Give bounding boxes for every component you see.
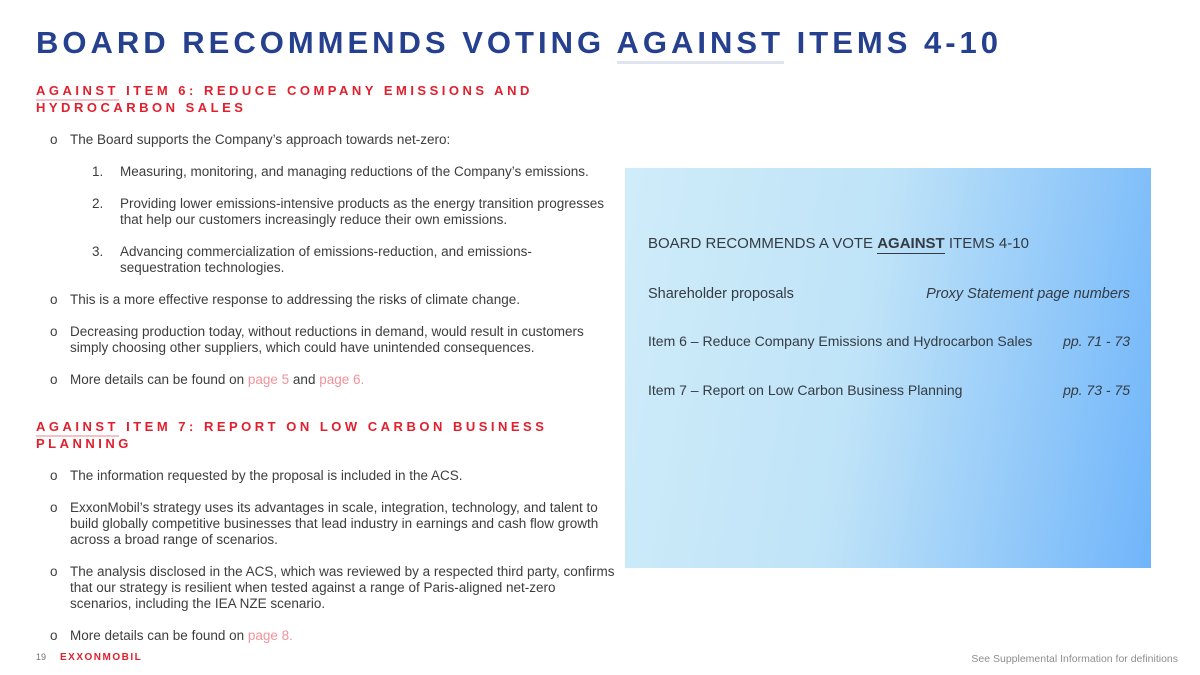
page-title <box>36 25 1003 60</box>
panel-row-item6 <box>648 333 1130 349</box>
bullet-text: The analysis disclosed in the ACS, which was reviewed by a respected third party, confirms that our strategy is resilient when tested against a range of Paris-aligned net-zero scenarios, including the IEA NZE scenario. <box>70 564 615 611</box>
numbered-item-3 <box>36 244 616 276</box>
bullet-marker: o <box>50 564 58 579</box>
panel-heading <box>648 234 1130 253</box>
page-5-link[interactable]: page 5 <box>247 372 290 387</box>
heading7-rest: ITEM 7: REPORT ON LOW CARBON BUSINESS PLANNING <box>36 419 548 451</box>
title-against-underlined: AGAINST <box>617 25 785 64</box>
number-label: 3. <box>92 244 104 259</box>
bullet-item7-2 <box>36 500 616 548</box>
bullet-item7-1 <box>36 468 616 484</box>
exxonmobil-logo: EXXONMOBIL <box>60 652 143 663</box>
bullet-marker: o <box>50 500 58 515</box>
panel-column-headers <box>648 286 1130 302</box>
heading7-against: AGAINST <box>36 419 119 437</box>
numbered-text: Providing lower emissions-intensive products as the energy transition progresses that help our customers increasingly reduce their own emissions. <box>120 196 604 227</box>
panel-row-item7 <box>648 382 1130 398</box>
numbered-item-2 <box>36 196 616 228</box>
bullet-text: Decreasing production today, without reductions in demand, would result in customers simply choosing other suppliers, which could have unintended consequences. <box>70 324 584 355</box>
heading6-against: AGAINST <box>36 83 119 101</box>
slide-page-number: 19 <box>36 652 47 662</box>
more-details-suffix: . <box>360 372 365 387</box>
bullet-item6-1 <box>36 132 616 148</box>
bullet-text: This is a more effective response to addressing the risks of climate change. <box>70 292 520 307</box>
bullet-marker: o <box>50 628 58 643</box>
bullet-item6-2 <box>36 292 616 308</box>
bullet-marker: o <box>50 372 58 387</box>
panel-heading-against: AGAINST <box>877 235 945 252</box>
more-details-mid: and <box>289 372 320 387</box>
bullet-text <box>70 628 615 644</box>
number-label: 1. <box>92 164 104 179</box>
page-8-link[interactable]: page 8 <box>247 628 290 643</box>
more-details-prefix: More details can be found on <box>70 372 248 387</box>
heading6-rest: ITEM 6: REDUCE COMPANY EMISSIONS AND HYDROCARBON SALES <box>36 83 533 115</box>
bullet-item6-3 <box>36 324 616 356</box>
item6-row-label: Item 6 – Reduce Company Emissions and Hydrocarbon Sales <box>648 333 1033 349</box>
number-label: 2. <box>92 196 104 211</box>
bullet-marker: o <box>50 468 58 483</box>
heading-against-item-6 <box>36 82 596 116</box>
title-pre: BOARD RECOMMENDS VOTING <box>36 25 617 60</box>
numbered-text: Advancing commercialization of emissions-reduction, and emissions-sequestration technologies. <box>120 244 532 275</box>
heading-against-item-7 <box>36 418 596 452</box>
bullet-text <box>70 372 615 388</box>
proxy-page-numbers-label: Proxy Statement page numbers <box>926 286 1130 302</box>
bullet-marker: o <box>50 292 58 307</box>
numbered-item-1 <box>36 164 616 180</box>
panel-heading-pre: BOARD RECOMMENDS A VOTE <box>648 235 878 252</box>
panel-heading-post: ITEMS 4-10 <box>944 235 1029 252</box>
bullet-text: ExxonMobil’s strategy uses its advantages in scale, integration, technology, and talent to build globally competitive businesses that lead industry in earnings and cash flow growth across a broad range of scenarios. <box>70 500 599 547</box>
recommendation-panel <box>625 168 1151 568</box>
footer-left <box>36 652 142 663</box>
bullet-text: The information requested by the proposal is included in the ACS. <box>70 468 463 483</box>
bullet-marker: o <box>50 132 58 147</box>
item7-row-label: Item 7 – Report on Low Carbon Business Planning <box>648 382 963 398</box>
supplemental-note: See Supplemental Information for definitions <box>971 653 1178 665</box>
item7-row-pages: pp. 73 - 75 <box>1063 382 1130 398</box>
page-6-link[interactable]: page 6 <box>319 372 361 387</box>
bullet-item7-3 <box>36 564 616 612</box>
more-details-prefix: More details can be found on <box>70 628 248 643</box>
panel-content <box>625 168 1151 398</box>
title-post: ITEMS 4-10 <box>784 25 1003 60</box>
bullet-text: The Board supports the Company’s approach towards net-zero: <box>70 132 451 147</box>
bullet-marker: o <box>50 324 58 339</box>
bullet-item7-more-details <box>36 628 616 644</box>
bullet-item6-more-details <box>36 372 616 388</box>
shareholder-proposals-label: Shareholder proposals <box>648 286 794 302</box>
numbered-text: Measuring, monitoring, and managing reductions of the Company’s emissions. <box>120 164 589 179</box>
item6-row-pages: pp. 71 - 73 <box>1063 333 1130 349</box>
more-details-suffix: . <box>289 628 293 643</box>
